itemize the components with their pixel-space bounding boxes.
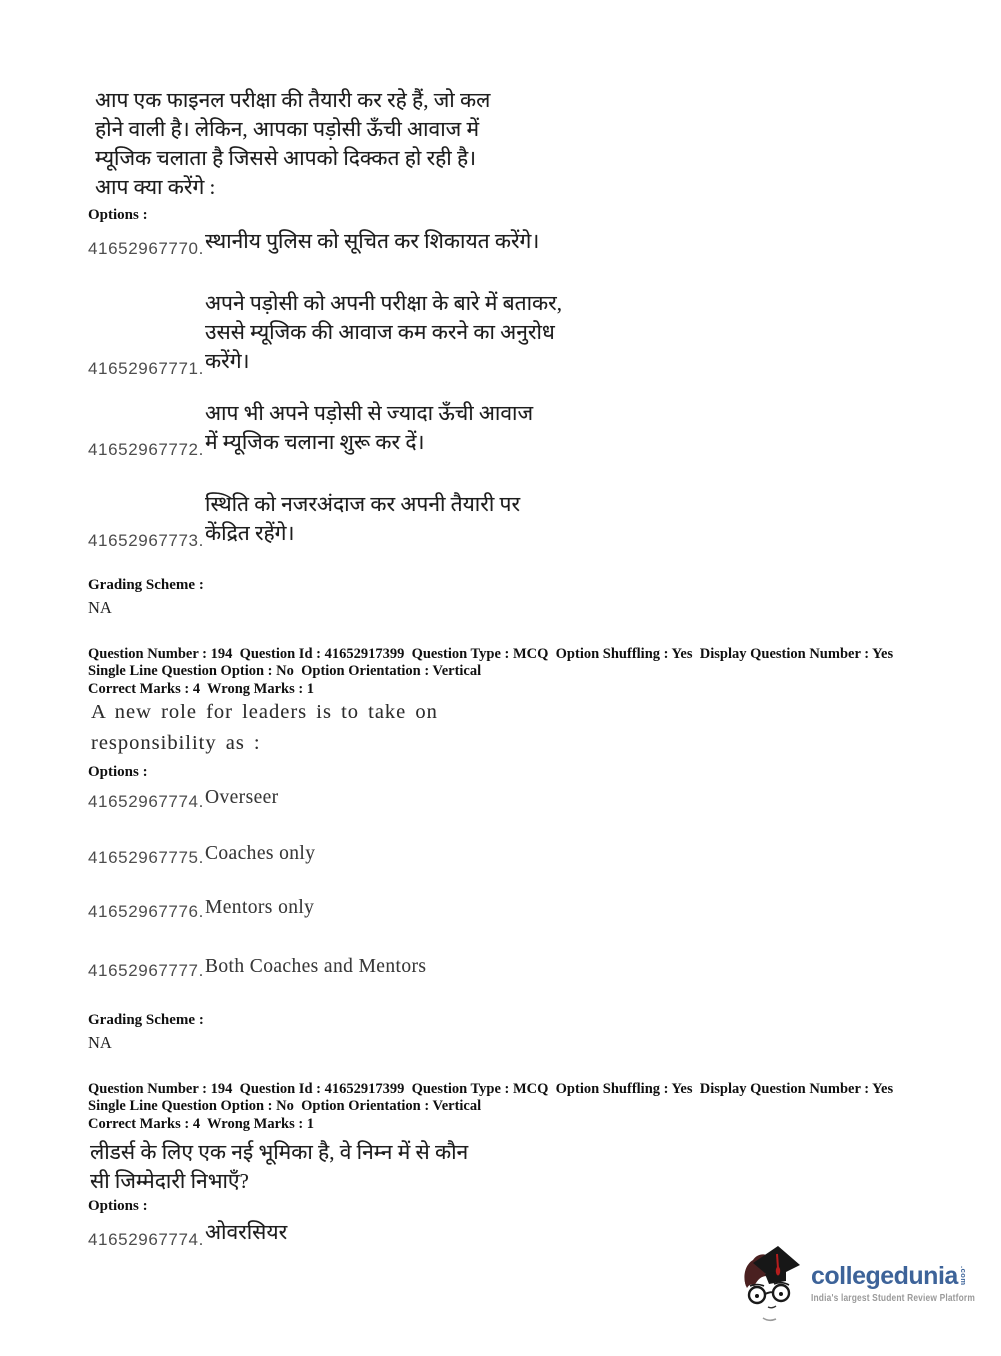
option-id: 41652967772. xyxy=(88,440,204,459)
options-label: Options : xyxy=(88,1198,148,1214)
question-text-line: A new role for leaders is to take on xyxy=(91,701,438,723)
option-text xyxy=(205,289,562,376)
option-text: Both Coaches and Mentors xyxy=(205,956,427,977)
logo-text xyxy=(811,1243,1001,1304)
logo-domain: .com xyxy=(958,1266,968,1286)
grading-scheme-value: NA xyxy=(88,598,112,617)
option-id: 41652967774. xyxy=(88,792,204,811)
options-label: Options : xyxy=(88,207,148,223)
option-row xyxy=(88,1218,287,1247)
option-row xyxy=(88,227,539,256)
option-id: 41652967777. xyxy=(88,961,204,980)
mascot-icon xyxy=(741,1243,801,1329)
grading-scheme-value: NA xyxy=(88,1033,112,1052)
option-row xyxy=(88,289,562,376)
option-id: 41652967771. xyxy=(88,359,204,378)
question-text-line: responsibility as : xyxy=(91,732,261,754)
option-text-line: स्थानीय पुलिस को सूचित कर शिकायत करेंगे। xyxy=(205,229,540,253)
option-text: Mentors only xyxy=(205,897,315,918)
option-text xyxy=(205,1218,287,1247)
option-text xyxy=(205,227,539,256)
logo-tagline: India's largest Student Review Platform xyxy=(811,1293,975,1304)
question-meta-line: Question Number : 194 Question Id : 41652917399 Question Type : MCQ Option Shuffling : Yes Display Question Number : Yes xyxy=(88,1081,894,1097)
option-text-line: में म्यूजिक चलाना शुरू कर दें। xyxy=(205,430,425,454)
option-row xyxy=(88,897,314,919)
question-text-line: म्यूजिक चलाता है जिससे आपको दिक्कत हो रही है। xyxy=(95,146,477,170)
question-meta-line: Question Number : 194 Question Id : 41652917399 Question Type : MCQ Option Shuffling : Yes Display Question Number : Yes xyxy=(88,646,894,662)
question-text-line: होने वाली है। लेकिन, आपका पड़ोसी ऊँची आवाज में xyxy=(95,117,480,141)
logo-wordmark: collegedunia xyxy=(811,1262,958,1290)
option-row xyxy=(88,843,315,865)
option-text xyxy=(205,490,520,548)
option-row xyxy=(88,956,426,978)
question-text-line: आप एक फाइनल परीक्षा की तैयारी कर रहे हैं, जो कल xyxy=(95,88,491,112)
option-row xyxy=(88,399,533,457)
options-label: Options : xyxy=(88,764,148,780)
option-text-line: उससे म्यूजिक की आवाज कम करने का अनुरोध xyxy=(205,320,555,344)
option-id: 41652967775. xyxy=(88,848,204,867)
question-marks-line: Correct Marks : 4 Wrong Marks : 1 xyxy=(88,1116,315,1132)
option-text-line: अपने पड़ोसी को अपनी परीक्षा के बारे में बताकर, xyxy=(205,291,563,315)
option-text-line: केंद्रित रहेंगे। xyxy=(205,521,295,545)
option-text: Coaches only xyxy=(205,843,316,864)
question-text-line: सी जिम्मेदारी निभाएँ? xyxy=(90,1169,249,1193)
option-id: 41652967770. xyxy=(88,239,204,258)
question-text-line: आप क्या करेंगे : xyxy=(95,175,216,199)
option-row xyxy=(88,490,520,548)
option-text-line: आप भी अपने पड़ोसी से ज्यादा ऊँची आवाज xyxy=(205,401,534,425)
option-text-line: स्थिति को नजरअंदाज कर अपनी तैयारी पर xyxy=(205,492,521,516)
grading-scheme-label: Grading Scheme : xyxy=(88,1012,204,1028)
option-id: 41652967774. xyxy=(88,1230,204,1249)
question-meta-line: Single Line Question Option : No Option Orientation : Vertical xyxy=(88,1098,482,1114)
option-text-line: ओवरसियर xyxy=(205,1220,288,1244)
option-text: Overseer xyxy=(205,787,279,808)
grading-scheme-label: Grading Scheme : xyxy=(88,577,204,593)
option-row xyxy=(88,787,279,809)
collegedunia-logo xyxy=(741,1243,1001,1329)
question-marks-line: Correct Marks : 4 Wrong Marks : 1 xyxy=(88,681,315,697)
question-meta-line: Single Line Question Option : No Option Orientation : Vertical xyxy=(88,663,482,679)
option-text-line: करेंगे। xyxy=(205,349,250,373)
option-text xyxy=(205,399,533,457)
option-id: 41652967773. xyxy=(88,531,204,550)
question-text-line: लीडर्स के लिए एक नई भूमिका है, वे निम्न में से कौन xyxy=(90,1140,469,1164)
option-id: 41652967776. xyxy=(88,902,204,921)
